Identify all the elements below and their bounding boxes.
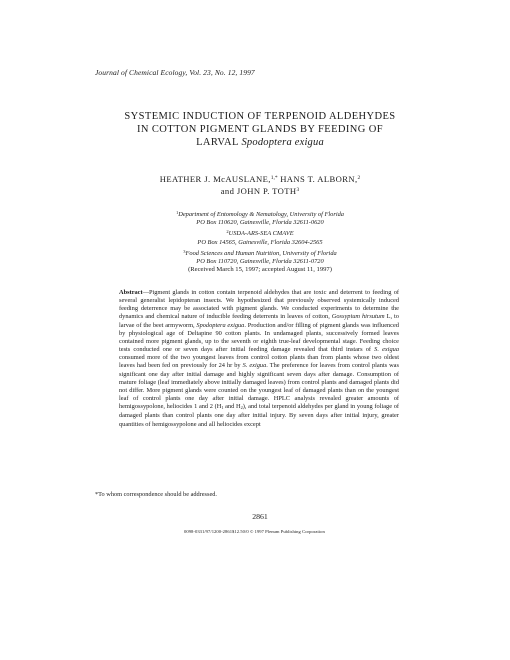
abstract-paragraph: [119, 289, 399, 429]
title-line-1: SYSTEMIC INDUCTION OF TERPENOID ALDEHYDES: [124, 111, 396, 122]
article-title: [95, 110, 425, 149]
affiliation-2-line-2: PO Box 14565, Gainesville, Florida 32604-2565: [197, 238, 323, 246]
journal-citation: Journal of Chemical Ecology, Vol. 23, No. 12, 1997: [95, 68, 255, 77]
abstract-species: S. exigua: [242, 362, 267, 370]
affiliations: [95, 209, 425, 267]
affiliation-3-marker: 3: [183, 248, 186, 254]
abstract-subscript: 2: [240, 405, 243, 411]
abstract-text: ), and total terpenoid aldehydes per gland in young foliage of damaged plants than control plants one day after initial injury. By seven days after initial injury, greater quantities of hemigossypolone and all heliocides except: [119, 403, 399, 428]
correspondence-footnote: *To whom correspondence should be addressed.: [95, 491, 217, 498]
abstract-species: Spodoptera exigua: [196, 321, 245, 329]
author-1-marker: 1,*: [270, 175, 278, 181]
abstract-text: and H: [223, 403, 241, 411]
author-line-2: [95, 185, 425, 197]
author-2-marker: 2: [357, 175, 361, 181]
affiliation-3: [95, 248, 425, 266]
affiliation-1: [95, 209, 425, 227]
title-line-3: [95, 136, 425, 149]
affiliation-1-dept: Department of Entomology & Nematology, University of Florida: [178, 211, 345, 218]
abstract-label: Abstract: [119, 289, 143, 296]
abstract-text: —Pigment glands in cotton contain terpenoid aldehydes that are toxic and deterrent to feeding of several generalist lepidopteran insects. We hypothesized that previously observed systemically induced feeding deterrence may be associated with pigment glands. We conducted experiments to determine the dynamics and chemical nature of inducible feeding deterrents in leaves of cotton,: [119, 289, 399, 321]
abstract-text: consumed more of the two youngest leaves from control cotton plants than from plants whose two oldest leaves had been fed on previously for 24 hr by: [119, 354, 399, 370]
author-3-name: and JOHN P. TOTH: [220, 186, 297, 196]
author-line-1: [95, 173, 425, 185]
received-dates: (Received March 15, 1997; accepted August 11, 1997): [188, 266, 332, 273]
abstract-species: Gossypium hirsutum: [331, 313, 385, 321]
title-species-name: Spodoptera exigua: [241, 137, 324, 148]
author-1-name: HEATHER J. McAUSLANE,: [159, 174, 271, 184]
affiliation-3-dept: Food Sciences and Human Nutrition, University of Florida: [185, 249, 337, 257]
author-list: [95, 173, 425, 197]
affiliation-1-line-1: [95, 209, 425, 219]
affiliation-1-line-2: PO Box 110620, Gainesville, Florida 32611-0620: [196, 219, 324, 227]
title-line-2: IN COTTON PIGMENT GLANDS BY FEEDING OF: [136, 124, 383, 135]
affiliation-2: [95, 228, 425, 246]
author-2-name: HANS T. ALBORN,: [277, 174, 358, 184]
abstract-text: . Production and/or filling of pigment glands was influenced by physiological age of Deltapine 90 cotton plants. In undamaged plants, successively formed leaves contained more pigment glands, up to the seventh or eighth true-leaf developmental stage. Feeding choice tests conducted one or seven days after initial feeding damage revealed that third instars of: [119, 321, 399, 354]
affiliation-2-line-1: [95, 228, 425, 238]
author-3-marker: 3: [296, 187, 300, 193]
affiliation-2-dept: USDA-ARS-SEA CMAVE: [228, 230, 294, 238]
abstract-subscript: 1: [221, 405, 224, 411]
affiliation-3-line-2: PO Box 110720, Gainesville, Florida 32611-0720: [196, 258, 324, 266]
abstract-species: S. exigua: [374, 346, 399, 354]
abstract-text: . The preference for leaves from control plants was significant one day after initial damage and highly significant seven days after damage. Consumption of mature foliage (leaf immediately above initially damaged leaves) from control plants and damaged plants did not differ. More pigment glands were counted on the youngest leaf of damaged plants than on the youngest leaf of control plants one day after initial damage. HPLC analysis revealed greater amounts of hemigossypolone, heliocides 1 and 2 (H: [119, 362, 399, 411]
affiliation-1-marker: 1: [175, 210, 179, 215]
abstract-text: L, to larvae of the beet armyworm,: [119, 313, 399, 329]
page-number: 2861: [252, 512, 268, 521]
affiliation-2-marker: 2: [226, 229, 229, 235]
copyright-line: 0098-0331/97/1200-2861$12.50/0 © 1997 Plenum Publishing Corporation: [184, 529, 325, 534]
title-line-3-prefix: LARVAL: [196, 137, 242, 148]
affiliation-3-line-1: [95, 248, 425, 258]
